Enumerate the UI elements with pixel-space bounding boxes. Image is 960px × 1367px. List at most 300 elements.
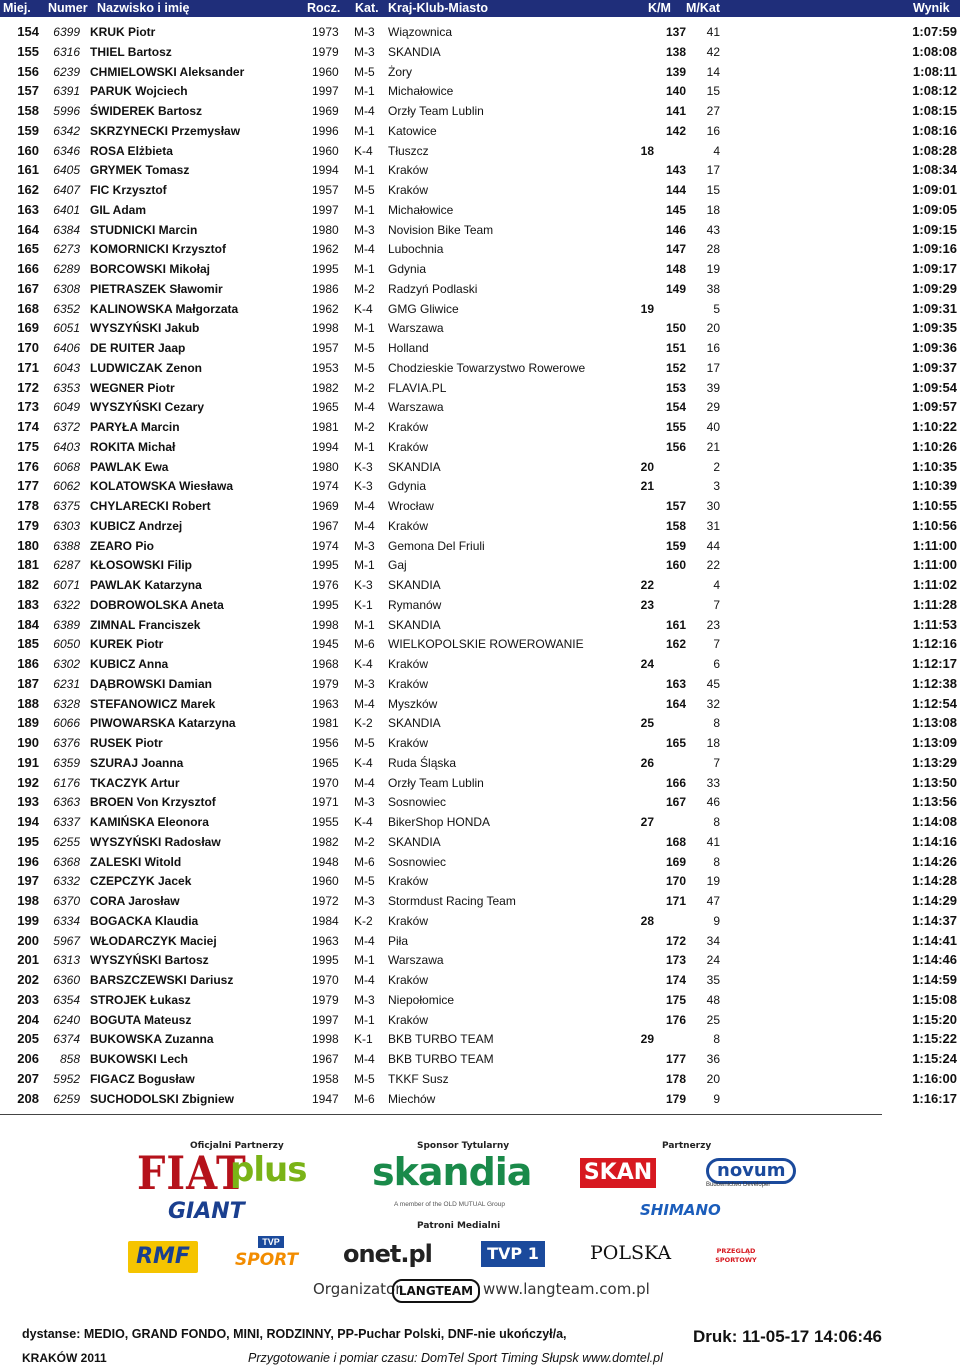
cell-name: BOGUTA Mateusz: [90, 1012, 192, 1027]
table-row: [0, 931, 960, 951]
cell-year: 1963: [312, 696, 339, 711]
cell-men-place: 157: [665, 499, 686, 513]
cell-place: 187: [17, 675, 39, 691]
cell-category: K-4: [354, 815, 373, 829]
table-row: [0, 1069, 960, 1089]
cell-name: SUCHODOLSKI Zbigniew: [90, 1091, 234, 1106]
cell-year: 1997: [312, 84, 339, 99]
cell-men-place: 160: [665, 558, 686, 573]
cell-time: 1:09:16: [912, 241, 957, 257]
skan-logo: SKAN: [580, 1158, 656, 1188]
table-row: [0, 911, 960, 931]
table-row: [0, 160, 960, 180]
cell-number: 6399: [53, 25, 80, 39]
cell-number: 6066: [53, 716, 80, 731]
cell-category-place: 19: [706, 874, 720, 889]
cell-club: Kraków: [388, 913, 429, 928]
cell-number: 6051: [53, 321, 80, 336]
cell-name: BARSZCZEWSKI Dariusz: [90, 973, 234, 987]
cell-time: 1:16:17: [912, 1090, 957, 1106]
cell-men-place: 137: [665, 25, 686, 39]
cell-category: M-5: [354, 1071, 375, 1086]
cell-men-place: 155: [665, 420, 686, 434]
cell-club: Michałowice: [388, 84, 454, 99]
cell-category-place: 3: [713, 479, 720, 494]
cell-category: K-4: [354, 657, 373, 671]
cell-time: 1:09:29: [912, 280, 957, 296]
cell-number: 6337: [53, 815, 80, 829]
cell-men-place: 149: [665, 281, 686, 296]
cell-year: 1998: [312, 617, 339, 632]
cell-number: 6359: [53, 755, 80, 770]
cell-category-place: 2: [713, 459, 720, 474]
cell-time: 1:15:08: [912, 991, 957, 1007]
cell-men-place: 151: [665, 341, 686, 355]
cell-category-place: 46: [706, 795, 720, 810]
cell-place: 159: [17, 122, 39, 138]
cell-year: 1996: [312, 123, 339, 138]
cell-name: ROSA Elżbieta: [90, 143, 173, 158]
cell-place: 188: [17, 695, 39, 711]
tvp1-logo: TVP 1: [481, 1241, 545, 1267]
cell-category: M-5: [354, 874, 375, 889]
cell-category-place: 36: [706, 1052, 720, 1066]
cell-year: 1994: [312, 439, 339, 454]
cell-club: WIELKOPOLSKIE ROWEROWANIE: [388, 637, 584, 652]
cell-club: Warszawa: [388, 953, 444, 968]
cell-number: 6328: [53, 696, 80, 711]
cell-time: 1:08:15: [912, 103, 957, 118]
table-row: [0, 871, 960, 891]
cell-name: CHYLARECKI Robert: [90, 499, 211, 513]
cell-number: 6068: [53, 459, 80, 474]
results-table: [0, 22, 960, 1108]
cell-women-place: 20: [640, 459, 654, 474]
cell-club: Kraków: [388, 420, 429, 434]
cell-year: 1976: [312, 578, 339, 592]
cell-category: M-1: [354, 439, 375, 454]
cell-number: 6062: [53, 479, 80, 494]
header-km: K/M: [648, 1, 671, 15]
giant-logo: GIANT: [168, 1199, 245, 1224]
cell-time: 1:14:59: [912, 972, 957, 987]
cell-category: M-5: [354, 64, 375, 79]
table-row: [0, 180, 960, 200]
cell-time: 1:16:00: [912, 1070, 957, 1086]
cell-number: 6259: [53, 1091, 80, 1106]
table-row: [0, 1029, 960, 1049]
table-row: [0, 496, 960, 516]
cell-time: 1:09:01: [912, 182, 957, 197]
cell-club: Gaj: [388, 558, 407, 573]
cell-category: M-4: [354, 242, 375, 257]
cell-club: Kraków: [388, 163, 429, 178]
cell-time: 1:15:20: [912, 1011, 957, 1027]
cell-club: Kraków: [388, 874, 429, 889]
cell-club: Orzły Team Lublin: [388, 104, 484, 118]
przeglad-sportowy-logo: PRZEGLĄD SPORTOWY: [715, 1247, 757, 1264]
cell-number: 6322: [53, 597, 80, 612]
cell-year: 1960: [312, 143, 339, 158]
cell-men-place: 161: [665, 617, 686, 632]
cell-place: 198: [17, 893, 39, 908]
cell-time: 1:12:17: [912, 656, 957, 671]
cell-number: 6255: [53, 834, 80, 849]
cell-number: 5996: [53, 104, 80, 118]
cell-year: 1967: [312, 518, 339, 533]
cell-men-place: 177: [665, 1052, 686, 1066]
cell-time: 1:13:50: [912, 774, 957, 790]
table-row: [0, 220, 960, 240]
cell-women-place: 24: [640, 657, 654, 671]
cell-year: 1948: [312, 854, 339, 869]
cell-number: 6370: [53, 894, 80, 908]
cell-number: 6372: [53, 420, 80, 434]
cell-number: 6405: [53, 163, 80, 178]
cell-number: 6388: [53, 538, 80, 553]
cell-name: CORA Jarosław: [90, 894, 180, 908]
cell-time: 1:09:57: [912, 399, 957, 415]
cell-place: 157: [17, 83, 39, 99]
cell-name: TKACZYK Artur: [90, 775, 180, 790]
cell-place: 161: [17, 162, 39, 178]
cell-year: 1973: [312, 25, 339, 39]
cell-place: 197: [17, 873, 39, 889]
cell-year: 1957: [312, 183, 339, 197]
table-row: [0, 141, 960, 161]
cell-year: 1971: [312, 795, 339, 810]
cell-category: M-1: [354, 617, 375, 632]
cell-year: 1958: [312, 1071, 339, 1086]
partners-title: Partnerzy: [662, 1141, 712, 1151]
cell-place: 171: [17, 359, 39, 375]
cell-number: 6308: [53, 281, 80, 296]
cell-name: KRUK Piotr: [90, 25, 156, 39]
cell-category-place: 41: [706, 25, 720, 39]
cell-category: K-3: [354, 578, 373, 592]
cell-club: Kraków: [388, 1012, 429, 1027]
cell-club: Kraków: [388, 736, 429, 750]
cell-category-place: 25: [706, 1012, 720, 1027]
langteam-url: www.langteam.com.pl: [483, 1280, 650, 1298]
cell-place: 194: [17, 814, 39, 829]
cell-year: 1995: [312, 953, 339, 968]
cell-club: SKANDIA: [388, 578, 441, 592]
table-row: [0, 891, 960, 911]
cell-year: 1970: [312, 973, 339, 987]
cell-category-place: 47: [706, 894, 720, 908]
cell-place: 190: [17, 735, 39, 750]
cell-club: Kraków: [388, 657, 429, 671]
cell-place: 205: [17, 1031, 39, 1047]
cell-year: 1960: [312, 64, 339, 79]
cell-name: ZALESKI Witold: [90, 854, 182, 869]
cell-number: 6334: [53, 913, 80, 928]
cell-time: 1:08:34: [912, 162, 957, 178]
cell-category: K-4: [354, 755, 373, 770]
cell-category-place: 8: [713, 854, 720, 869]
header-category: Kat.: [355, 1, 379, 15]
header-name: Nazwisko i imię: [97, 1, 190, 15]
table-row: [0, 575, 960, 595]
cell-category: M-2: [354, 834, 375, 849]
cell-number: 6332: [53, 874, 80, 889]
cell-women-place: 23: [640, 597, 654, 612]
cell-number: 6368: [53, 854, 80, 869]
cell-category: M-1: [354, 202, 375, 217]
cell-category-place: 8: [713, 815, 720, 829]
cell-category-place: 20: [706, 1071, 720, 1086]
cell-year: 1945: [312, 637, 339, 652]
tvp-sport-badge: TVP: [258, 1236, 284, 1248]
cell-club: BKB TURBO TEAM: [388, 1032, 494, 1047]
header-time: Wynik: [913, 1, 950, 15]
header-year: Rocz.: [307, 1, 341, 15]
cell-time: 1:07:59: [912, 24, 957, 39]
cell-place: 177: [17, 478, 39, 494]
cell-name: KOMORNICKI Krzysztof: [90, 242, 227, 257]
cell-club: Lubochnia: [388, 242, 444, 257]
cell-men-place: 144: [665, 183, 686, 197]
cell-club: SKANDIA: [388, 44, 441, 59]
cell-time: 1:12:54: [912, 695, 957, 711]
cell-time: 1:08:11: [912, 63, 957, 79]
cell-name: KALINOWSKA Małgorzata: [90, 301, 239, 316]
cell-category: K-2: [354, 716, 373, 731]
table-row: [0, 476, 960, 496]
cell-club: Orzły Team Lublin: [388, 775, 484, 790]
cell-place: 170: [17, 340, 39, 355]
cell-men-place: 167: [665, 795, 686, 810]
cell-category-place: 42: [706, 44, 720, 59]
cell-year: 1962: [312, 242, 339, 257]
table-row: [0, 536, 960, 556]
cell-category: K-3: [354, 459, 373, 474]
cell-year: 1979: [312, 676, 339, 691]
cell-category-place: 35: [706, 973, 720, 987]
cell-name: STUDNICKI Marcin: [90, 222, 198, 237]
cell-category-place: 4: [713, 143, 720, 158]
table-row: [0, 358, 960, 378]
cell-category-place: 6: [713, 657, 720, 671]
cell-club: SKANDIA: [388, 617, 441, 632]
cell-place: 176: [17, 458, 39, 474]
cell-time: 1:12:16: [912, 636, 957, 652]
cell-place: 182: [17, 577, 39, 592]
cell-club: Gemona Del Friuli: [388, 538, 485, 553]
cell-category-place: 27: [706, 104, 720, 118]
rmf-logo: RMF: [128, 1241, 198, 1273]
cell-category: M-3: [354, 538, 375, 553]
cell-category-place: 34: [706, 933, 720, 948]
cell-place: 158: [17, 103, 39, 118]
skandia-logo: skandia: [372, 1150, 532, 1194]
cell-year: 1997: [312, 202, 339, 217]
cell-name: KUBICZ Andrzej: [90, 518, 183, 533]
cell-category: M-4: [354, 518, 375, 533]
cell-name: DĄBROWSKI Damian: [90, 676, 213, 691]
cell-category-place: 43: [706, 222, 720, 237]
cell-place: 165: [17, 241, 39, 257]
cell-name: FIC Krzysztof: [90, 183, 167, 197]
header-mk: M/Kat: [686, 1, 721, 15]
cell-name: BUKOWSKI Lech: [90, 1052, 189, 1066]
cell-category: M-4: [354, 775, 375, 790]
cell-category: M-4: [354, 499, 375, 513]
cell-category: M-2: [354, 380, 375, 395]
cell-time: 1:10:26: [912, 438, 957, 454]
cell-place: 202: [17, 972, 39, 987]
cell-place: 172: [17, 379, 39, 395]
cell-name: PARUK Wojciech: [90, 84, 188, 99]
cell-year: 1995: [312, 597, 339, 612]
cell-category-place: 9: [713, 913, 720, 928]
cell-category-place: 44: [706, 538, 720, 553]
cell-club: Żory: [388, 64, 412, 79]
cell-time: 1:14:41: [912, 932, 957, 948]
cell-category-place: 7: [713, 637, 720, 652]
cell-category: M-1: [354, 123, 375, 138]
table-row: [0, 615, 960, 635]
cell-number: 6391: [53, 84, 80, 99]
cell-time: 1:14:26: [912, 853, 957, 869]
cell-place: 163: [17, 201, 39, 217]
cell-year: 1998: [312, 1032, 339, 1047]
cell-name: PAWLAK Ewa: [90, 459, 169, 474]
cell-category: K-2: [354, 913, 373, 928]
header-number: Numer: [48, 1, 88, 15]
cell-number: 5952: [53, 1071, 80, 1086]
cell-time: 1:09:36: [912, 340, 957, 355]
cell-category-place: 32: [706, 696, 720, 711]
polska-logo: POLSKA: [590, 1242, 672, 1264]
cell-category: M-3: [354, 795, 375, 810]
cell-place: 156: [17, 63, 39, 79]
cell-category-place: 8: [713, 716, 720, 731]
onet-logo: onet.pl: [343, 1240, 432, 1268]
cell-number: 6049: [53, 400, 80, 415]
table-row: [0, 674, 960, 694]
cell-category-place: 33: [706, 775, 720, 790]
table-bottom-rule: [0, 1114, 882, 1115]
cell-number: 6313: [53, 953, 80, 968]
cell-category-place: 7: [713, 597, 720, 612]
cell-category: M-6: [354, 854, 375, 869]
cell-women-place: 29: [640, 1032, 654, 1047]
cell-place: 166: [17, 261, 39, 276]
cell-place: 192: [17, 774, 39, 790]
cell-name: BORCOWSKI Mikołaj: [90, 262, 211, 276]
cell-time: 1:13:08: [912, 715, 957, 731]
cell-club: Sosnowiec: [388, 854, 447, 869]
cell-men-place: 166: [665, 775, 686, 790]
cell-men-place: 154: [665, 400, 686, 415]
cell-club: Myszków: [388, 696, 438, 711]
cell-men-place: 179: [665, 1091, 686, 1106]
cell-men-place: 163: [665, 676, 686, 691]
cell-year: 1974: [312, 479, 339, 494]
cell-category-place: 17: [706, 360, 720, 375]
cell-category: M-1: [354, 1012, 375, 1027]
cell-club: Kraków: [388, 518, 429, 533]
table-row: [0, 792, 960, 812]
cell-time: 1:10:55: [912, 498, 957, 513]
cell-club: Stormdust Racing Team: [388, 894, 516, 908]
cell-time: 1:14:29: [912, 893, 957, 908]
cell-place: 181: [17, 557, 39, 573]
cell-year: 1957: [312, 341, 339, 355]
cell-category: M-1: [354, 321, 375, 336]
cell-category-place: 7: [713, 755, 720, 770]
title-sponsor-title: Sponsor Tytularny: [417, 1141, 510, 1151]
cell-place: 186: [17, 656, 39, 671]
langteam-logo: LANGTEAM: [392, 1279, 480, 1303]
cell-number: 6302: [53, 657, 80, 671]
cell-time: 1:09:35: [912, 320, 957, 336]
table-row: [0, 62, 960, 82]
cell-club: Miechów: [388, 1091, 436, 1106]
cell-category: K-4: [354, 301, 373, 316]
cell-category-place: 22: [706, 558, 720, 573]
cell-category-place: 9: [713, 1091, 720, 1106]
cell-category: M-1: [354, 558, 375, 573]
cell-number: 6303: [53, 518, 80, 533]
cell-club: Rymanów: [388, 597, 442, 612]
cell-club: Warszawa: [388, 321, 444, 336]
cell-category-place: 20: [706, 321, 720, 336]
cell-place: 164: [17, 221, 39, 237]
cell-number: 6376: [53, 736, 80, 750]
cell-club: Novision Bike Team: [388, 222, 494, 237]
cell-category: M-5: [354, 360, 375, 375]
cell-place: 185: [17, 636, 39, 652]
cell-club: GMG Gliwice: [388, 301, 459, 316]
cell-men-place: 174: [665, 973, 686, 987]
cell-year: 1980: [312, 222, 339, 237]
cell-time: 1:08:12: [912, 83, 957, 99]
cell-club: Chodzieskie Towarzystwo Rowerowe: [388, 360, 586, 375]
cell-name: CHMIELOWSKI Aleksander: [90, 64, 245, 79]
cell-number: 6406: [53, 341, 80, 355]
cell-club: Kraków: [388, 439, 429, 454]
cell-number: 6374: [53, 1032, 80, 1047]
cell-name: BOGACKA Klaudia: [90, 913, 199, 928]
cell-name: GRYMEK Tomasz: [90, 163, 190, 178]
tvp-sport-logo: SPORT: [235, 1250, 299, 1270]
table-row: [0, 654, 960, 674]
cell-category: M-3: [354, 44, 375, 59]
cell-category-place: 28: [706, 242, 720, 257]
cell-number: 6273: [53, 242, 80, 257]
table-row: [0, 812, 960, 832]
cell-place: 200: [17, 932, 39, 948]
cell-men-place: 145: [665, 202, 686, 217]
cell-time: 1:08:28: [912, 142, 957, 158]
cell-name: KŁOSOWSKI Filip: [90, 558, 192, 573]
cell-time: 1:08:08: [912, 43, 957, 59]
cell-club: BKB TURBO TEAM: [388, 1052, 494, 1066]
cell-year: 1982: [312, 834, 339, 849]
cell-name: WŁODARCZYK Maciej: [90, 933, 217, 948]
cell-men-place: 143: [665, 163, 686, 178]
cell-year: 1947: [312, 1091, 339, 1106]
cell-category-place: 16: [706, 341, 720, 355]
cell-category: M-3: [354, 25, 375, 39]
cell-year: 1972: [312, 894, 339, 908]
table-row: [0, 832, 960, 852]
cell-place: 162: [17, 182, 39, 197]
cell-place: 173: [17, 399, 39, 415]
